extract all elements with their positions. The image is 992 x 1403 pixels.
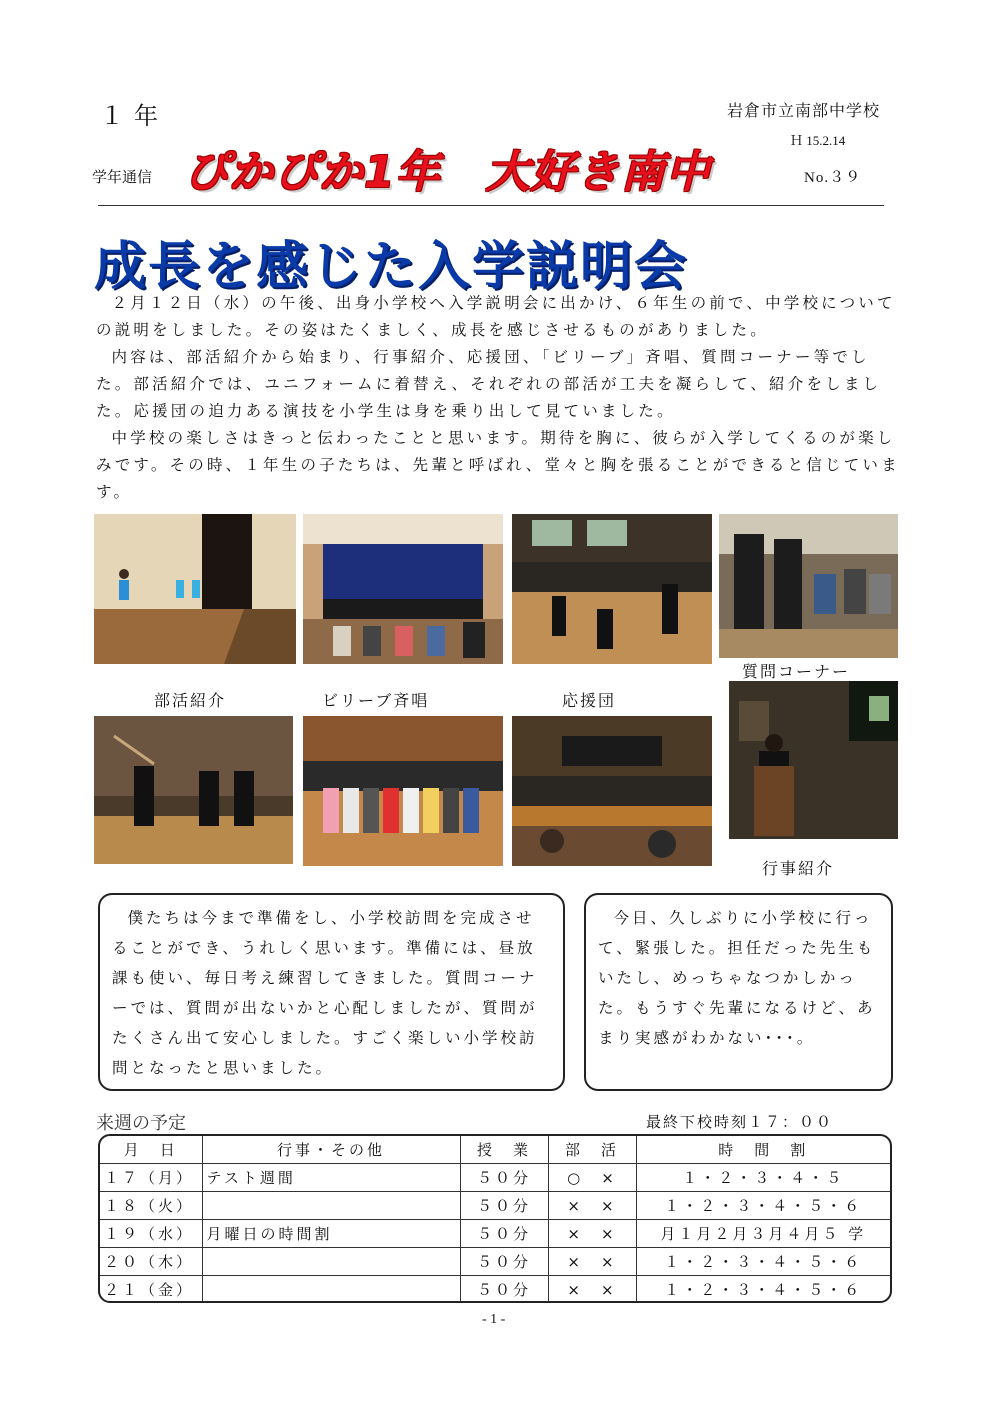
cell-event: テスト週間 xyxy=(202,1164,460,1192)
cell-date: ２１（金） xyxy=(100,1276,202,1304)
cell-event xyxy=(202,1248,460,1276)
col-timetable: 時 間 割 xyxy=(636,1136,890,1164)
last-dismissal-time: 最終下校時刻１７：００ xyxy=(646,1113,834,1131)
cell-timetable: 月１月２月３月４月５ 学 xyxy=(636,1220,890,1248)
cell-club: × × xyxy=(548,1220,636,1248)
schedule-header-row xyxy=(100,1136,890,1164)
school-name: 岩倉市立南部中学校 xyxy=(726,101,880,120)
photo-kendo-demo xyxy=(94,716,293,864)
photo-qa-corner xyxy=(719,514,898,658)
page-number: - 1 - xyxy=(482,1312,506,1327)
photo-club-stage xyxy=(94,514,296,664)
grade-label: １年 xyxy=(100,102,168,130)
newsletter-label: 学年通信 xyxy=(92,168,153,186)
cell-club: × × xyxy=(548,1276,636,1304)
col-event: 行事・その他 xyxy=(202,1136,460,1164)
cell-club: ○ × xyxy=(548,1164,636,1192)
article-headline: 成長を感じた入学説明会 xyxy=(94,237,689,297)
comment-box-right xyxy=(584,893,893,1091)
table-row xyxy=(100,1276,890,1304)
cell-timetable: １・２・３・４・５・６ xyxy=(636,1276,890,1304)
cell-timetable: １・２・３・４・５・６ xyxy=(636,1248,890,1276)
cell-class: ５０分 xyxy=(460,1192,548,1220)
caption-cheer: 応援団 xyxy=(562,691,617,710)
caption-qa: 質問コーナー xyxy=(742,662,851,681)
table-row xyxy=(100,1220,890,1248)
cell-class: ５０分 xyxy=(460,1220,548,1248)
article-body xyxy=(96,290,901,506)
comment-left-text: 僕たちは今まで準備をし、小学校訪問を完成させることができ、うれしく思います。準備には、昼放課も使い、毎日考え練習してきました。質問コーナーでは、質問が出ないかと心配しましたが、質問がたくさん出て安心しました。すごく楽しい小学校訪問となったと思いました。 xyxy=(112,909,538,1077)
comment-right-text: 今日、久しぶりに小学校に行って、緊張した。担任だった先生もいたし、めっちゃなつかしかった。もうすぐ先輩になるけど、あまり実感がわかない･･･。 xyxy=(598,909,876,1047)
col-date: 月 日 xyxy=(100,1136,202,1164)
header-divider xyxy=(98,205,884,206)
photo-students-lineup xyxy=(303,716,503,866)
issue-date: Ｈ 15.2.14 xyxy=(790,133,846,148)
col-class: 授 業 xyxy=(460,1136,548,1164)
cell-event xyxy=(202,1192,460,1220)
cell-date: １８（火） xyxy=(100,1192,202,1220)
caption-club: 部活紹介 xyxy=(154,691,227,710)
cell-date: １７（月） xyxy=(100,1164,202,1192)
article-paragraph: 内容は、部活紹介から始まり、行事紹介、応援団、「ビリーブ」斉唱、質問コーナー等でした。部活紹介では、ユニフォームに着替え、それぞれの部活が工夫を凝らして、紹介をしました。応援団の迫力ある演技を小学生は身を乗り出して見ていました。 xyxy=(96,348,882,420)
photo-cheer-performance xyxy=(512,716,712,866)
cell-event xyxy=(202,1276,460,1304)
cell-club: × × xyxy=(548,1248,636,1276)
cell-club: × × xyxy=(548,1192,636,1220)
cell-timetable: １・２・３・４・５・６ xyxy=(636,1192,890,1220)
cell-date: １９（水） xyxy=(100,1220,202,1248)
photo-believe-singing xyxy=(303,514,503,664)
table-row xyxy=(100,1248,890,1276)
cell-class: ５０分 xyxy=(460,1248,548,1276)
caption-believe: ビリーブ斉唱 xyxy=(322,691,430,710)
table-row xyxy=(100,1164,890,1192)
schedule-table xyxy=(98,1134,892,1303)
article-paragraph: ２月１２日（水）の午後、出身小学校へ入学説明会に出かけ、６年生の前で、中学校についての説明をしました。その姿はたくましく、成長を感じさせるものがありました。 xyxy=(96,294,896,339)
photo-cheer-squad-gym xyxy=(512,514,712,664)
masthead-title: ぴかぴか1年 大好き南中 xyxy=(184,147,711,198)
caption-events: 行事紹介 xyxy=(762,859,835,878)
cell-class: ５０分 xyxy=(460,1276,548,1304)
article-paragraph: 中学校の楽しさはきっと伝わったことと思います。期待を胸に、彼らが入学してくるのが楽しみです。その時、１年生の子たちは、先輩と呼ばれ、堂々と胸を張ることができると信じています。 xyxy=(96,429,900,501)
cell-timetable: １・２・３・４・５ xyxy=(636,1164,890,1192)
table-row xyxy=(100,1192,890,1220)
schedule-title: 来週の予定 xyxy=(96,1113,186,1134)
comment-box-left xyxy=(98,893,565,1091)
issue-number: No.３９ xyxy=(804,170,862,186)
cell-class: ５０分 xyxy=(460,1164,548,1192)
col-club: 部 活 xyxy=(548,1136,636,1164)
photo-events-intro xyxy=(729,681,898,839)
cell-event: 月曜日の時間割 xyxy=(202,1220,460,1248)
cell-date: ２０（木） xyxy=(100,1248,202,1276)
